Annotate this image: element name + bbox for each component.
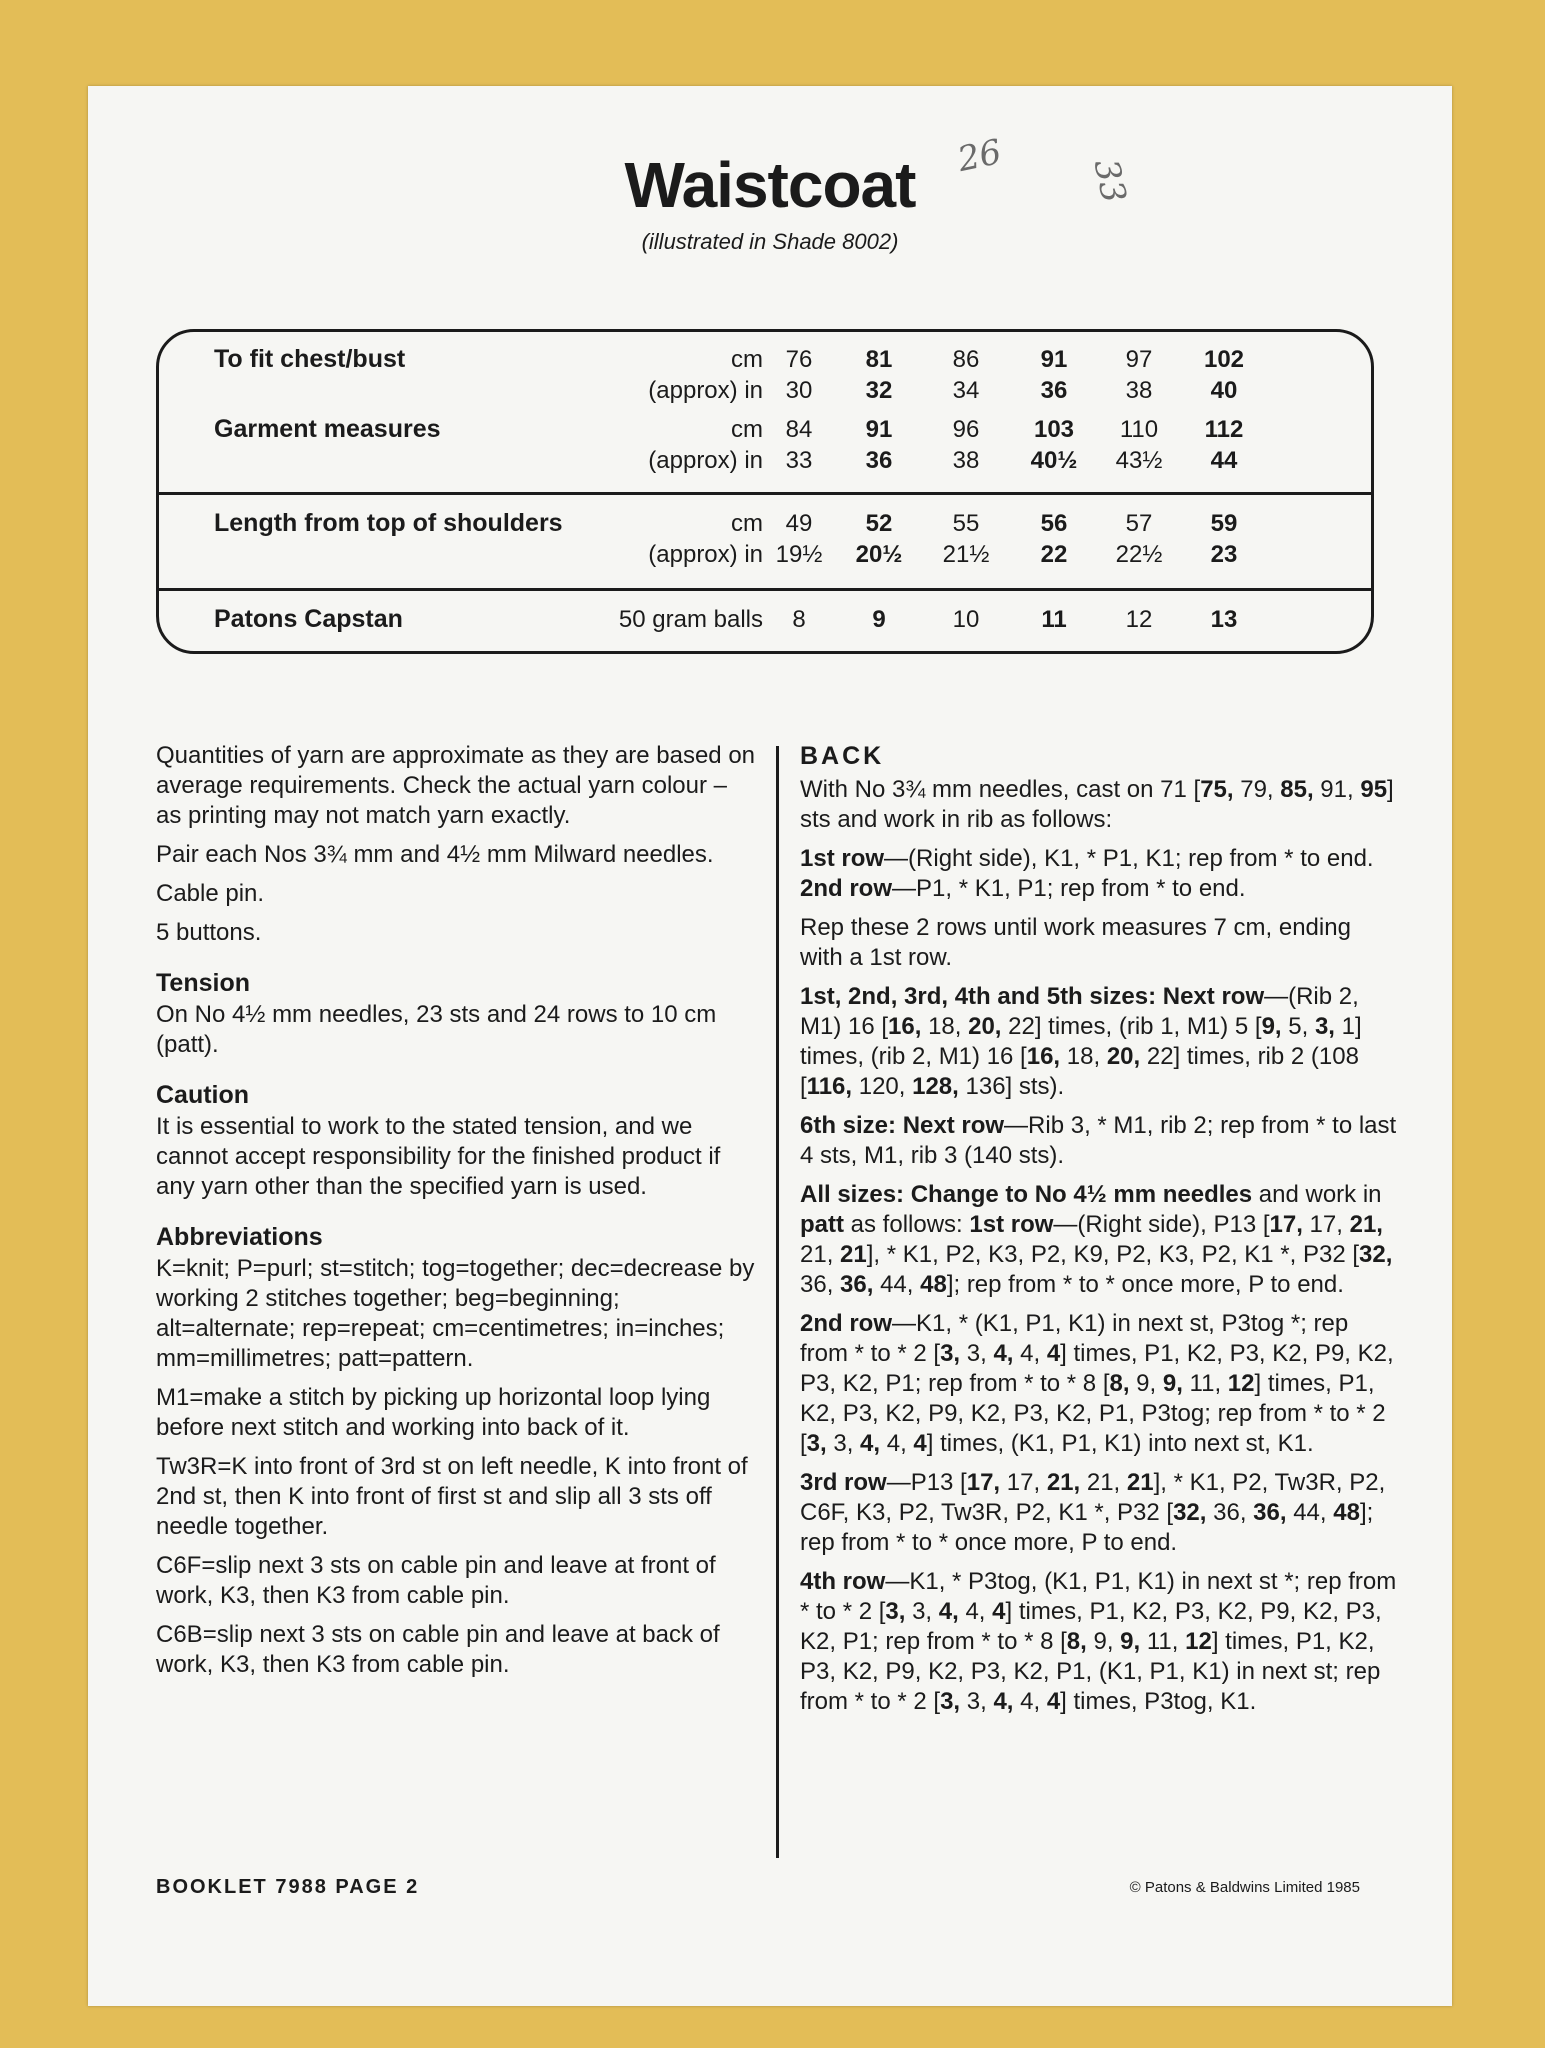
c6b-definition: C6B=slip next 3 sts on cable pin and leave at back of work, K3, then K3 from cable pin. [156, 1621, 720, 1678]
size-value: 10 [952, 606, 980, 633]
quantities-note: Quantities of yarn are approximate as they are based on average requirements. Check the actual yarn colour – as printing may not match yarn exactly. [156, 742, 756, 829]
size-value: 38 [952, 447, 980, 474]
size-value: 97 [1125, 346, 1153, 373]
rep-instruction: Rep these 2 rows until work measures 7 cm, ending with a 1st row. [800, 914, 1351, 971]
size-value: 40½ [1030, 447, 1078, 474]
tension-heading: Tension [156, 969, 250, 997]
booklet-page-label: BOOKLET 7988 PAGE 2 [156, 1876, 420, 1898]
chest-in-row [159, 375, 1371, 406]
page-subtitle: (illustrated in Shade 8002) [641, 229, 899, 254]
size-value: 23 [1210, 541, 1238, 568]
buttons-note: 5 buttons. [156, 919, 262, 946]
size-value: 55 [952, 510, 980, 537]
unit-label: 50 gram balls [618, 606, 763, 633]
length-in-row [159, 539, 1371, 570]
page-title: Waistcoat [624, 149, 916, 221]
m1-definition: M1=make a stitch by picking up horizontal loop lying before next stitch and working into back of it. [156, 1384, 711, 1441]
size-value: 36 [1040, 377, 1068, 404]
patt-row-3: 3rd row—P13 [17, 17, 21, 21, 21], * K1, P2, Tw3R, P2, C6F, K3, P2, Tw3R, P2, K1 *, P32 [32, 36, 36, 44, 48]; rep from * to * once more, P to end. [800, 1469, 1386, 1556]
copyright-notice: © Patons & Baldwins Limited 1985 [1129, 1879, 1360, 1896]
unit-label: cm [731, 416, 763, 443]
abbreviations-text: K=knit; P=purl; st=stitch; tog=together; dec=decrease by working 2 stitches together; beg=beginning; alt=alternate; rep=repeat; cm=centimetres; in=inches; mm=millimetres; patt=pattern. [156, 1255, 755, 1372]
size-value: 52 [865, 510, 893, 537]
tension-text: On No 4½ mm needles, 23 sts and 24 rows to 10 cm (patt). [156, 1001, 717, 1058]
needles-note: Pair each Nos 3¾ mm and 4½ mm Milward needles. [156, 841, 714, 868]
size-value: 84 [785, 416, 813, 443]
size-value: 91 [1040, 346, 1068, 373]
size-value: 19½ [775, 541, 823, 568]
size-value: 57 [1125, 510, 1153, 537]
size-value: 96 [952, 416, 980, 443]
size-value: 21½ [942, 541, 990, 568]
size-value: 40 [1210, 377, 1238, 404]
size-value: 59 [1210, 510, 1238, 537]
size-value: 30 [785, 377, 813, 404]
chest-cm-row [159, 344, 1371, 375]
garment-in-row [159, 445, 1371, 476]
patt-row-1: All sizes: Change to No 4½ mm needles and work in patt as follows: 1st row—(Right side), P13 [17, 17, 21, 21, 21], * K1, P2, K3, P2, K9, P2, K3, P2, K1 *, P32 [32, 36, 36, 44, 48]; rep from * to * once more, P to end. [800, 1181, 1393, 1298]
size-value: 49 [785, 510, 813, 537]
garment-cm-row [159, 414, 1371, 445]
size-table [156, 329, 1374, 654]
size-value: 8 [792, 606, 806, 633]
tw3r-definition: Tw3R=K into front of 3rd st on left needle, K into front of 2nd st, then K into front of first st and slip all 3 sts off needle together. [156, 1453, 748, 1540]
column-divider [776, 746, 779, 1858]
unit-label: (approx) in [648, 541, 763, 568]
cast-on-instruction: With No 3¾ mm needles, cast on 71 [75, 79, 85, 91, 95] sts and work in rib as follows: [800, 776, 1394, 833]
size-value: 56 [1040, 510, 1068, 537]
size-value: 112 [1204, 416, 1244, 443]
size-value: 22½ [1115, 541, 1163, 568]
size-value: 81 [865, 346, 893, 373]
table-divider [159, 492, 1371, 495]
unit-label: cm [731, 510, 763, 537]
chest-label: To fit chest/bust [214, 345, 406, 373]
size-value: 110 [1119, 416, 1159, 443]
size-value: 34 [952, 377, 980, 404]
size-value: 9 [872, 606, 886, 633]
patt-row-4: 4th row—K1, * P3tog, (K1, P1, K1) in next st *; rep from * to * 2 [3, 3, 4, 4, 4] times, P1, K2, P3, K2, P9, K2, P3, K2, P1; rep from * to * 8 [8, 9, 9, 11, 12] times, P1, K2, P3, K2, P9, K2, P3, K2, P1, (K1, P1, K1) in next st; rep from * to * 2 [3, 3, 4, 4, 4] times, P3tog, K1. [800, 1568, 1397, 1715]
sizes-1-5-instruction: 1st, 2nd, 3rd, 4th and 5th sizes: Next row—(Rib 2, M1) 16 [16, 18, 20, 22] times, (rib 1, M1) 5 [9, 5, 3, 1] times, (rib 2, M1) 16 [16, 18, 20, 22] times, rib 2 (108 [116, 120, 128, 136] sts). [800, 983, 1362, 1100]
garment-label: Garment measures [214, 415, 441, 443]
right-column [800, 741, 1400, 1726]
size-value: 44 [1210, 447, 1238, 474]
size-value: 20½ [855, 541, 903, 568]
length-label: Length from top of shoulders [214, 509, 563, 537]
unit-label: cm [731, 346, 763, 373]
handwritten-note: 33 [1085, 155, 1134, 207]
size-value: 33 [785, 447, 813, 474]
left-column [156, 741, 758, 1689]
size-value: 13 [1210, 606, 1238, 633]
yarn-row [159, 604, 1371, 635]
size-value: 38 [1125, 377, 1153, 404]
size-value: 12 [1125, 606, 1153, 633]
back-heading: BACK [800, 742, 885, 770]
size-value: 32 [865, 377, 893, 404]
unit-label: (approx) in [648, 447, 763, 474]
pattern-page [88, 86, 1452, 2006]
size-value: 91 [865, 416, 893, 443]
size-value: 102 [1203, 346, 1245, 373]
size-value: 103 [1033, 416, 1075, 443]
length-cm-row [159, 508, 1371, 539]
c6f-definition: C6F=slip next 3 sts on cable pin and leave at front of work, K3, then K3 from cable pin. [156, 1552, 716, 1609]
patt-row-2: 2nd row—K1, * (K1, P1, K1) in next st, P3tog *; rep from * to * 2 [3, 3, 4, 4, 4] times, P1, K2, P3, K2, P9, K2, P3, K2, P1; rep from * to * 8 [8, 9, 9, 11, 12] times, P1, K2, P3, K2, P9, K2, P3, K2, P1, P3tog; rep from * to * 2 [3, 3, 4, 4, 4] times, (K1, P1, K1) into next st, K1. [800, 1310, 1394, 1457]
cable-pin-note: Cable pin. [156, 880, 265, 907]
unit-label: (approx) in [648, 377, 763, 404]
caution-heading: Caution [156, 1081, 250, 1109]
size-value: 76 [785, 346, 813, 373]
abbreviations-heading: Abbreviations [156, 1223, 323, 1251]
size-value: 22 [1040, 541, 1068, 568]
table-divider [159, 588, 1371, 591]
size-value: 36 [865, 447, 893, 474]
yarn-label: Patons Capstan [214, 605, 403, 633]
caution-text: It is essential to work to the stated tension, and we cannot accept responsibility for the finished product if any yarn other than the specified yarn is used. [156, 1113, 721, 1200]
size-value: 86 [952, 346, 980, 373]
size-value: 11 [1041, 606, 1067, 633]
handwritten-note: 26 [954, 131, 1005, 181]
rib-rows-instruction: 1st row—(Right side), K1, * P1, K1; rep from * to end. 2nd row—P1, * K1, P1; rep from * to end. [800, 845, 1374, 902]
size-value: 43½ [1115, 447, 1163, 474]
size-6-instruction: 6th size: Next row—Rib 3, * M1, rib 2; rep from * to last 4 sts, M1, rib 3 (140 sts). [800, 1112, 1397, 1169]
